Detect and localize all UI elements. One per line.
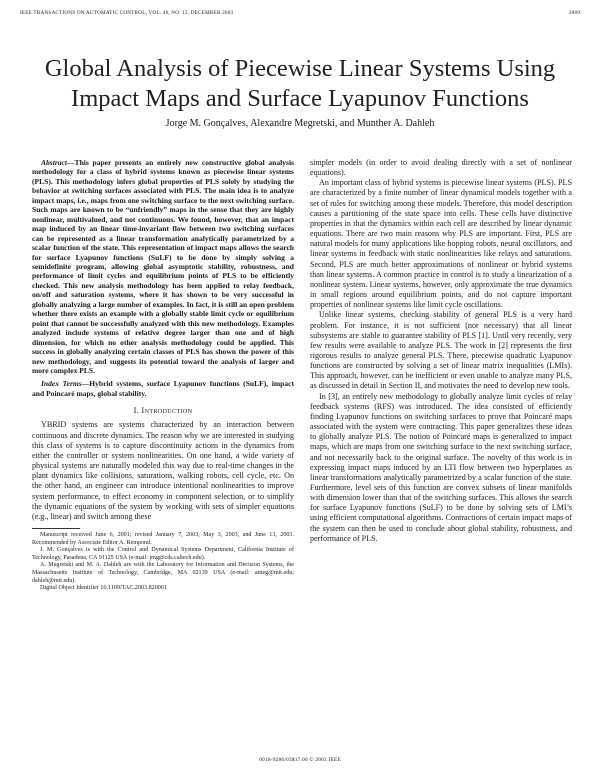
page-number: 2089 xyxy=(568,10,580,16)
intro-text: YBRID systems are systems characterized by an interaction between continuous and discrete dynamics. The reason why we are interested in studying this class of systems is to capture discontinuity actions in the dynamics from either the controller or system nonlinearities. On one hand, a wide variety of physical systems are naturally modeled this way due to real-time changes in the plant dynamics like collisions, saturations, walking robots, cell cycle, etc. On the other hand, an engineer can introduce intentional nonlinearities to improve system performance, to effect economy in component selection, or to simplify the dynamic equations of the system by working with sets of simpler equations (e.g., linear) and switch among these xyxy=(32,420,294,521)
paper-title: Global Analysis of Piecewise Linear Systems Using Impact Maps and Surface Lyapunov Functions xyxy=(44,55,556,112)
running-header xyxy=(20,10,580,22)
journal-header: IEEE TRANSACTIONS ON AUTOMATIC CONTROL, VOL. 48, NO. 12, DECEMBER 2003 xyxy=(20,10,234,16)
right-paragraph-pls: An important class of hybrid systems is piecewise linear systems (PLS). PLS are characterized by a finite number of linear dynamical models together with a set of rules for switching among these models. Therefore, this model description causes a partitioning of the state space into cells. These cells have distinctive properties in that the dynamics within each cell are described by linear dynamic equations. There are two main reasons why PLS are important. First, PLS are natural models for many applications like hopping robots, neural oscillators, and linear systems in feedback with static nonlinearities like relays and saturations. Second, PLS are much better approximations of nonlinear or hybrid systems than linear systems. A common practice in control is to study a linearization of a nonlinear system. Linear systems, however, only approximate the true dynamics in small regions around equilibrium points, and do not capture important properties of nonlinear systems like limit cycle oscillations. xyxy=(310,178,572,310)
right-paragraph-stability: Unlike linear systems, checking stability of general PLS is a very hard problem. For instance, it is not sufficient (nor necessary) that all linear subsystems are stable to guarantee stability of PLS [1]. Until very recently, very few results were available to analyze PLS. The work in [2] represents the first rigorous results to analyze general PLS. There, piecewise quadratic Lyapunov functions are constructed by solving a set of linear matrix inequalities (LMIs). This approach, however, can be inefficient or even unable to analyze many PLS, as discussed in detail in Section II, and motivates the need to develop new tools. xyxy=(310,310,572,391)
section-heading-introduction: I. Introduction xyxy=(133,406,193,416)
abstract xyxy=(32,158,294,375)
footnote-manuscript: Manuscript received June 6, 2001; revised January 7, 2003, May 3, 2003, and June 13, 2003. Recommended by Associate Editor A. Rempond. xyxy=(32,532,294,546)
abstract-lead: Abstract xyxy=(41,158,67,167)
right-paragraph-continued: simpler models (in order to avoid dealing directly with a set of nonlinear equations). xyxy=(310,158,572,178)
footnote-divider xyxy=(32,528,80,529)
footnote-doi: Digital Object Identifier 10.1109/TAC.2003.820061 xyxy=(40,585,167,592)
paper-authors: Jorge M. Gonçalves, Alexandre Megretski, and Munther A. Dahleh xyxy=(165,118,435,129)
intro-paragraph xyxy=(32,420,294,522)
index-terms xyxy=(32,379,294,398)
right-column xyxy=(310,158,572,544)
left-column xyxy=(32,158,294,593)
copyright-footer: 0018-9286/03$17.00 © 2003 IEEE xyxy=(259,757,341,763)
abstract-text: —This paper presents an entirely new constructive global analysis methodology for a class of hybrid systems known as piecewise linear systems (PLS). This methodology infers global properties of PLS solely by studying the behavior at switching surfaces associated with PLS. The main idea is to analyze impact maps, i.e., maps from one switching surface to the next switching surface. Such maps are known to be “unfriendly” maps in the sense that they are highly nonlinear, multivalued, and not continuous. We found, however, that an impact map induced by an linear time-invariant flow between two switching surfaces can be represented as a linear transformation analytically parametrized by a scalar function of the state. This representation of impact maps allows the search for surface Lyapunov functions (SuLF) to be done by simply solving a semidefinite program, allowing global asymptotic stability, robustness, and performance of limit cycles and equilibrium points of PLS to be efficiently checked. This new analysis methodology has been applied to relay feedback, on/off and saturation systems, where it has shown to be very successful in globally analyzing a large number of examples. In fact, it is still an open problem whether there exists an example with a globally stable limit cycle or equilibrium point that cannot be successfully analyzed with this new methodology. Examples analyzed include systems of relative degree larger than one and of high dimension, for which no other analysis methodology could be applied. This success in globally analyzing certain classes of PLS has shown the power of this new methodology, and suggests its potential toward the analysis of larger and more complex PLS. xyxy=(32,158,294,375)
footnote-author-2-3: A. Megretski and M. A. Dahleh are with the Laboratory for Information and Decision Systems, the Massachusetts Institute of Technology, Cambridge, MA 02139 USA (e-mail: ameg@mit.edu; dahleh@mit.edu). xyxy=(32,562,294,584)
footnotes xyxy=(32,532,294,593)
index-terms-text: —Hybrid systems, surface Lyapunov functions (SuLF), impact and Poincaré maps, global stability. xyxy=(32,379,294,398)
index-terms-lead: Index Terms xyxy=(41,379,82,389)
footnote-author-1: J. M. Gonçalves is with the Control and Dynamical Systems Department, California Institute of Technology, Pasadena, CA 91125 USA (e-mail: jmg@cds.caltech.edu). xyxy=(32,547,294,561)
right-paragraph-methodology: In [3], an entirely new methodology to globally analyze limit cycles of relay feedback systems (RFS) was introduced. The idea consisted of efficiently finding Lyapunov functions on switching surfaces to prove that Poincaré maps associated with the system were contracting. This paper generalizes these ideas to globally analyze PLS. The notion of Poincaré maps is generalized to impact maps, which are maps from one switching surface to the next switching surface, and not necessarily back to the original surface. The novelty of this work is in expressing impact maps induced by an LTI flow between two hyperplanes as linear transformations analytically parametrized by a scalar function of the state. Furthermore, level sets of this function are convex subsets of linear manifolds with dimension lower than that of the switching surfaces. This allows the search for surface Lyapunov functions (SuLF) to be done by solving sets of LMI’s using efficient computational algorithms. Contractions of certain impact maps of the system can then be used to conclude about global stability, robustness, and performance of PLS. xyxy=(310,391,572,543)
